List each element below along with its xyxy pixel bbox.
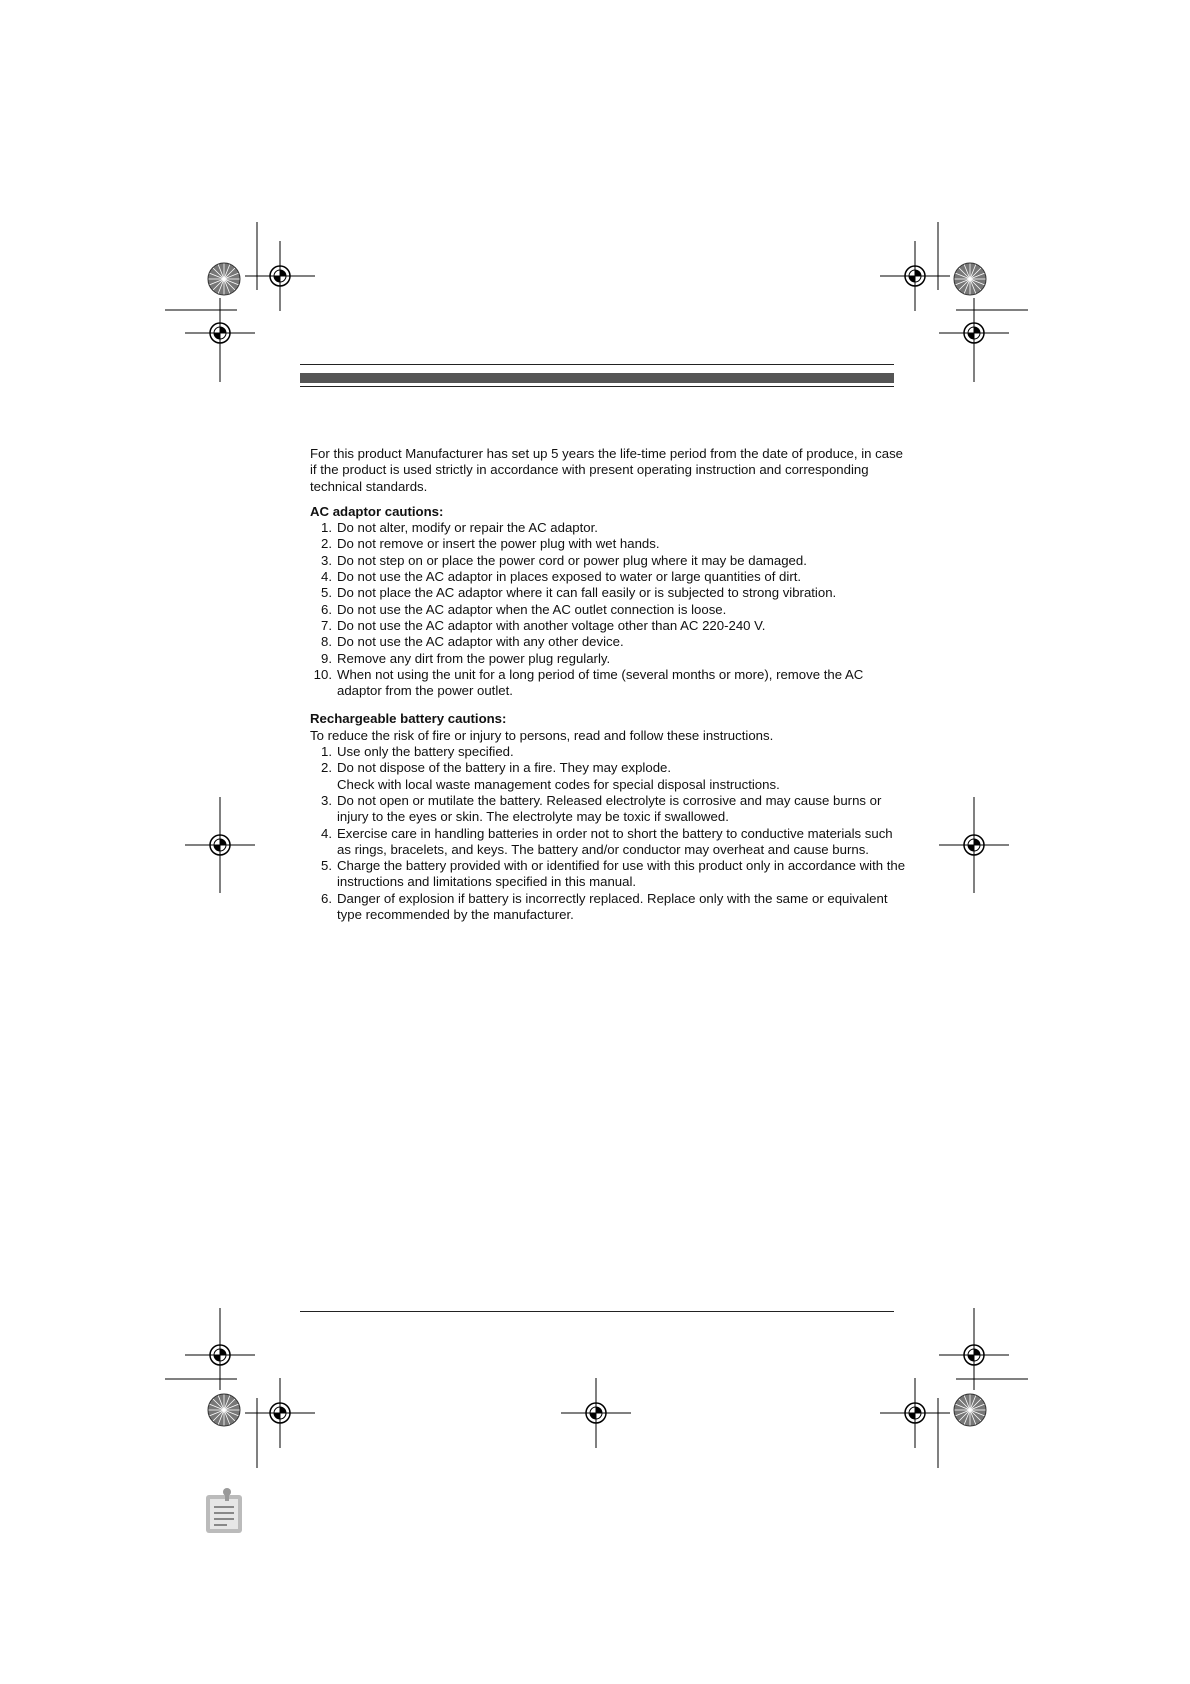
list-item: 7. Do not use the AC adaptor with another voltage other than AC 220-240 V. xyxy=(321,617,766,633)
list-item: 3. Do not open or mutilate the battery. Released electrolyte is corrosive and may cause burns or injury to the eyes or skin. The electrolyte may be toxic if swallowed. xyxy=(321,792,882,825)
list-item: 1. Use only the battery specified. xyxy=(321,744,514,760)
list-item: 6. Danger of explosion if battery is incorrectly replaced. Replace only with the same or equivalent type recommended by the manufacturer. xyxy=(321,890,888,923)
list-item: 3. Do not step on or place the power cord or power plug where it may be damaged. xyxy=(321,552,807,568)
list-item: 8. Do not use the AC adaptor with any other device. xyxy=(321,634,624,650)
list-item: 10. When not using the unit for a long period of time (several months or more), remove the AC adaptor from the power outlet. xyxy=(313,666,864,699)
list-item: 2. Do not dispose of the battery in a fire. They may explode. Check with local waste management codes for special disposal instructions. xyxy=(321,760,780,792)
header-top-rule xyxy=(300,364,894,365)
list-item: 5. Do not place the AC adaptor where it can fall easily or is subjected to strong vibration. xyxy=(321,585,837,601)
battery-intro: To reduce the risk of fire or injury to persons, read and follow these instructions. xyxy=(310,727,774,743)
note-icon xyxy=(203,1487,247,1535)
battery-cautions-list xyxy=(310,744,910,923)
list-item: 4. Do not use the AC adaptor in places exposed to water or large quantities of dirt. xyxy=(321,569,802,585)
list-item: 4. Exercise care in handling batteries in order not to short the battery to conductive materials such as rings, bracelets, and keys. The battery and/or conductor may overheat and cause burns. xyxy=(321,825,893,857)
ac-section-title: AC adaptor cautions: xyxy=(310,503,444,519)
header-bottom-rule xyxy=(300,386,894,387)
battery-section-title: Rechargeable battery cautions: xyxy=(310,711,507,727)
lifetime-statement: For this product Manufacturer has set up 5 years the life-time period from the date of produce, in case if the product is used strictly in accordance with present operating instruction and corresponding technical standards. xyxy=(310,446,904,494)
list-item: 6. Do not use the AC adaptor when the AC outlet connection is loose. xyxy=(321,601,727,617)
list-item: 1. Do not alter, modify or repair the AC adaptor. xyxy=(321,520,598,536)
list-item: 9. Remove any dirt from the power plug regularly. xyxy=(321,650,611,666)
battery-cautions xyxy=(310,711,910,923)
list-item: 2. Do not remove or insert the power plug with wet hands. xyxy=(321,536,660,552)
header-bar xyxy=(300,373,894,383)
ac-adaptor-cautions xyxy=(310,504,910,700)
ac-cautions-list xyxy=(310,520,910,699)
list-item: 5. Charge the battery provided with or identified for use with this product only in accordance with the instructions and limitations specified in this manual. xyxy=(321,858,906,890)
document-body xyxy=(310,446,910,935)
footer-rule xyxy=(300,1311,894,1312)
